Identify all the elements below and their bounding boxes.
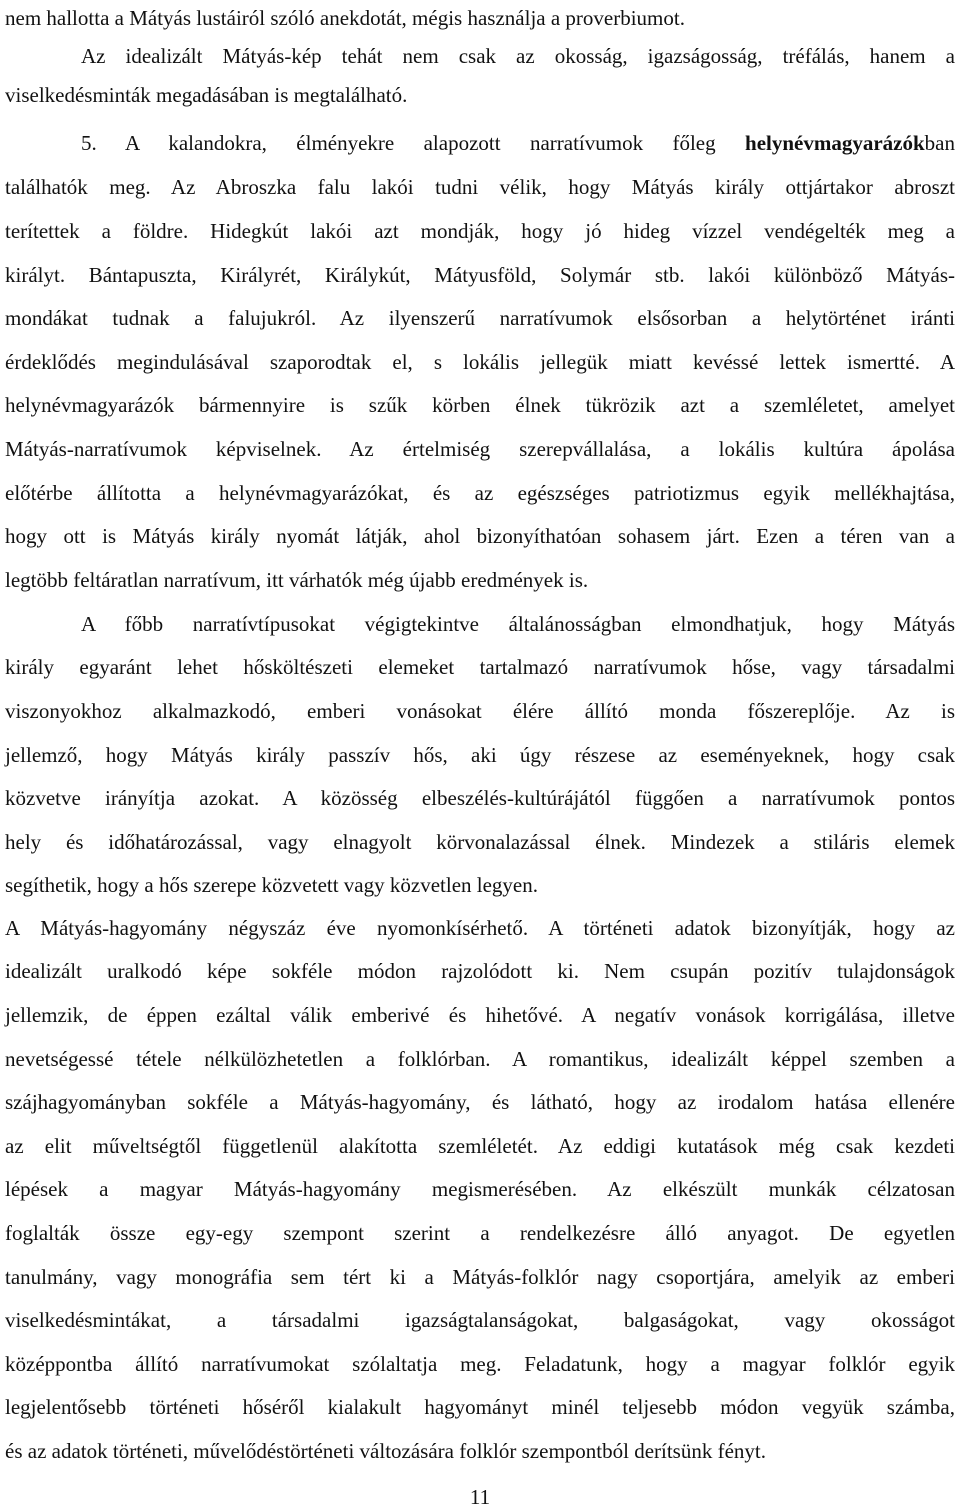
text-line: viselkedésminták megadásában is megtalálható. xyxy=(5,83,408,107)
text-line: és az adatok történeti, művelődéstörténeti változására folklór szempontból derítsünk fényt. xyxy=(5,1439,767,1463)
text-line: Mátyás-narratívumok képviselnek. Az értelmiség szerepvállalása, a lokális kultúra ápolása xyxy=(5,437,955,461)
text-line: Az idealizált Mátyás-kép tehát nem csak az okosság, igazságosság, tréfálás, hanem a xyxy=(81,44,955,68)
text-line: legtöbb feltáratlan narratívum, itt várhatók még újabb eredmények is. xyxy=(5,568,589,592)
text-run: 5. A kalandokra, élményekre alapozott narratívumok főleg xyxy=(81,131,746,155)
text-run: ban xyxy=(924,131,955,155)
page-number: 11 xyxy=(469,1485,491,1509)
text-line: szájhagyományban sokféle a Mátyás-hagyomány, és látható, hogy az irodalom hatása ellenére xyxy=(5,1090,955,1114)
text-line: viszonyokhoz alkalmazkodó, emberi vonásokat élére állító monda főszereplője. Az is xyxy=(5,699,955,723)
text-line xyxy=(81,128,955,158)
text-line: foglalták össze egy-egy szempont szerint a rendelkezésre álló anyagot. De egyetlen xyxy=(5,1221,955,1245)
text-line: nem hallotta a Mátyás lustáiról szóló anekdotát, mégis használja a proverbiumot. xyxy=(5,6,685,30)
bold-term: helynévmagyarázók xyxy=(745,131,925,155)
text-line: legjelentősebb történeti hőséről kialakult hagyományt minél teljesebb módon vegyük számba, xyxy=(5,1395,955,1419)
text-line: közvetve irányítja azokat. A közösség elbeszélés-kultúrájától függően a narratívumok pontos xyxy=(5,786,955,810)
text-line: helynévmagyarázók bármennyire is szűk körben élnek tükrözik azt a szemléletet, amelyet xyxy=(5,393,955,417)
text-line: királyt. Bántapuszta, Királyrét, Királykút, Mátyusföld, Solymár stb. lakói különböző Mátyás- xyxy=(5,263,955,287)
text-line: király egyaránt lehet hősköltészeti elemeket tartalmazó narratívumok hőse, vagy társadalmi xyxy=(5,655,955,679)
text-line: az elit műveltségtől függetlenül alakította szemléletét. Az eddigi kutatások még csak kezdeti xyxy=(5,1134,955,1158)
text-line: lépések a magyar Mátyás-hagyomány megismerésében. Az elkészült munkák célzatosan xyxy=(5,1177,955,1201)
text-line: mondákat tudnak a falujukról. Az ilyenszerű narratívumok elsősorban a helytörténet iránti xyxy=(5,306,955,330)
text-line: találhatók meg. Az Abroszka falu lakói tudni vélik, hogy Mátyás király ottjártakor abroszt xyxy=(5,175,955,199)
text-line: viselkedésmintákat, a társadalmi igazságtalanságokat, balgaságokat, vagy okosságot xyxy=(5,1308,955,1332)
text-line: terítettek a földre. Hidegkút lakói azt mondják, hogy jó hideg vízzel vendégelték meg a xyxy=(5,219,955,243)
text-line: nevetségessé tétele nélkülözhetetlen a folklórban. A romantikus, idealizált képpel szemben a xyxy=(5,1047,955,1071)
text-line: jellemző, hogy Mátyás király passzív hős, aki úgy részese az eseményeknek, hogy csak xyxy=(5,743,955,767)
text-line: A Mátyás-hagyomány négyszáz éve nyomonkísérhető. A történeti adatok bizonyítják, hogy az xyxy=(5,916,955,940)
text-line: érdeklődés megindulásával szaporodtak el, s lokális jellegük miatt kevéssé lettek ismertté. A xyxy=(5,350,955,374)
text-line: hogy ott is Mátyás király nyomát látják, ahol bizonyíthatóan sohasem járt. Ezen a téren van a xyxy=(5,524,955,548)
text-line: segíthetik, hogy a hős szerepe közvetett vagy közvetlen legyen. xyxy=(5,873,538,897)
text-line: előtérbe állította a helynévmagyarázókat, és az egészséges patriotizmus egyik mellékhajtása, xyxy=(5,481,955,505)
text-line: A főbb narratívtípusokat végigtekintve általánosságban elmondhatjuk, hogy Mátyás xyxy=(81,612,955,636)
text-line: hely és időhatározással, vagy elnagyolt körvonalazással élnek. Mindezek a stiláris elemek xyxy=(5,830,955,854)
text-line: tanulmány, vagy monográfia sem tért ki a Mátyás-folklór nagy csoportjára, amelyik az emberi xyxy=(5,1265,955,1289)
text-line: középpontba állító narratívumokat szólaltatja meg. Feladatunk, hogy a magyar folklór egyik xyxy=(5,1352,955,1376)
text-line: jellemzik, de éppen ezáltal válik emberivé és hihetővé. A negatív vonások korrigálása, illetve xyxy=(5,1003,955,1027)
text-line: idealizált uralkodó képe sokféle módon rajzolódott ki. Nem csupán pozitív tulajdonságok xyxy=(5,959,955,983)
